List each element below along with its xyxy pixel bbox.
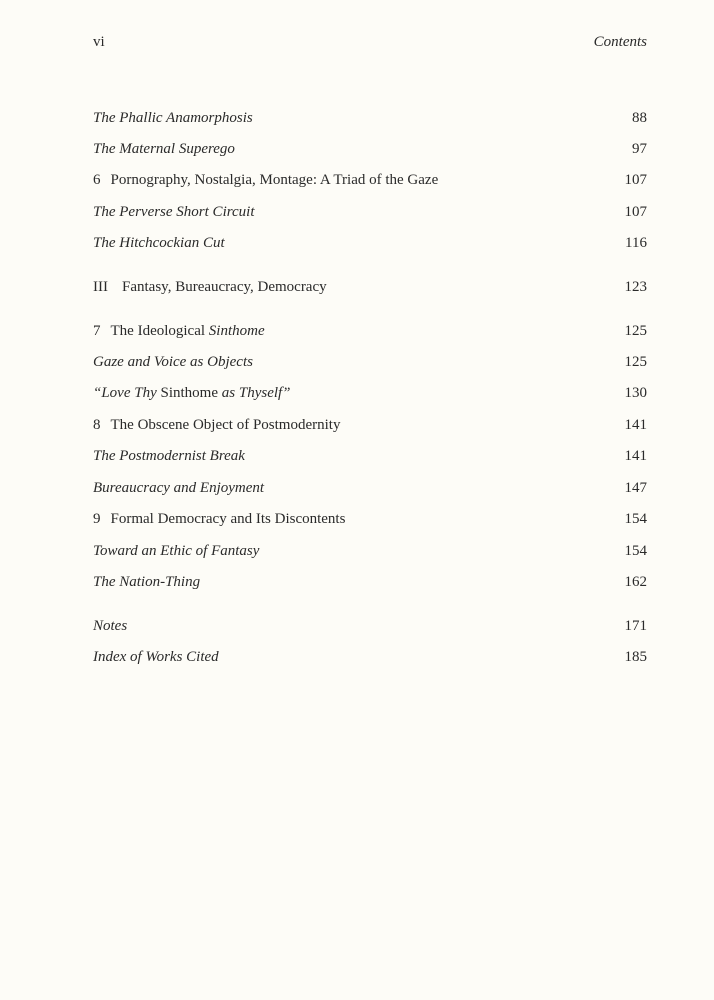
toc-entry-title: The Maternal Superego [93, 141, 235, 157]
chapter-number: 7 [93, 323, 101, 339]
toc-entry-title: Bureaucracy and Enjoyment [93, 480, 265, 496]
toc-entry-page: 171 [624, 618, 647, 634]
toc-entry-page: 185 [624, 649, 647, 665]
toc-entry-title: Index of Works Cited [93, 649, 219, 665]
toc-chapter-title [93, 169, 438, 191]
toc-entry-page: 125 [624, 323, 647, 339]
toc-entry-title: The Phallic Anamorphosis [93, 110, 253, 126]
toc-entry-page: 141 [624, 417, 647, 433]
toc-entry [93, 540, 647, 562]
part-title-text: Fantasy, Bureaucracy, Democracy [122, 279, 327, 295]
chapter-number: 9 [93, 511, 101, 527]
title-italic-part: as Thyself” [218, 385, 291, 401]
toc-entry-page: 107 [624, 204, 647, 220]
chapter-number: 6 [93, 172, 101, 188]
part-number: III [93, 279, 108, 295]
chapter-title-text: Formal Democracy and Its Discontents [110, 511, 346, 527]
toc-chapter [93, 508, 647, 530]
toc-entry-page: 125 [624, 354, 647, 370]
toc-part [93, 276, 647, 298]
title-italic-part: “Love Thy [93, 385, 161, 401]
chapter-number: 8 [93, 417, 101, 433]
toc-entry-page: 97 [632, 141, 647, 157]
toc-entry [93, 232, 647, 254]
page-folio: vi [93, 34, 105, 50]
chapter-title-italic: Sinthome [208, 323, 265, 339]
toc-entry-page: 162 [624, 574, 647, 590]
toc-entry [93, 382, 647, 404]
toc-backmatter [93, 646, 647, 668]
toc-chapter-title [93, 508, 345, 530]
toc-entry [93, 477, 647, 499]
toc-entry [93, 138, 647, 160]
toc-chapter-title [93, 320, 265, 342]
toc-chapter [93, 320, 647, 342]
toc-backmatter [93, 615, 647, 637]
toc-entry-page: 107 [624, 172, 647, 188]
toc-entry-title: The Perverse Short Circuit [93, 204, 255, 220]
toc-entry-page: 123 [624, 279, 647, 295]
chapter-title-text: The Ideological [110, 323, 209, 339]
toc-entry-page: 154 [624, 543, 647, 559]
toc-entry [93, 201, 647, 223]
toc-chapter [93, 169, 647, 191]
toc-entry-page: 88 [632, 110, 647, 126]
toc-entry-title: The Postmodernist Break [93, 448, 245, 464]
toc-entry-page: 130 [624, 385, 647, 401]
toc-entry-page: 141 [624, 448, 647, 464]
running-head-section: Contents [593, 34, 647, 50]
toc-part-title [93, 276, 327, 298]
toc-entry-page: 116 [625, 235, 647, 251]
toc-entry-title [93, 382, 291, 404]
toc-chapter [93, 414, 647, 436]
title-plain-part: Sinthome [160, 385, 219, 401]
toc-chapter-title [93, 414, 340, 436]
toc-entry [93, 571, 647, 593]
chapter-title-text: The Obscene Object of Postmodernity [110, 417, 341, 433]
chapter-title-text: Pornography, Nostalgia, Montage: A Triad of the Gaze [110, 172, 439, 188]
toc-entry-title: The Nation-Thing [93, 574, 201, 590]
toc-entry [93, 445, 647, 467]
toc-entry-title: Toward an Ethic of Fantasy [93, 543, 260, 559]
toc-entry-title: Gaze and Voice as Objects [93, 354, 253, 370]
toc-entry [93, 351, 647, 373]
toc-entry-title: The Hitchcockian Cut [93, 235, 225, 251]
toc-entry-page: 147 [624, 480, 647, 496]
toc-entry [93, 107, 647, 129]
toc-entry-title: Notes [93, 618, 128, 634]
toc-entry-page: 154 [624, 511, 647, 527]
